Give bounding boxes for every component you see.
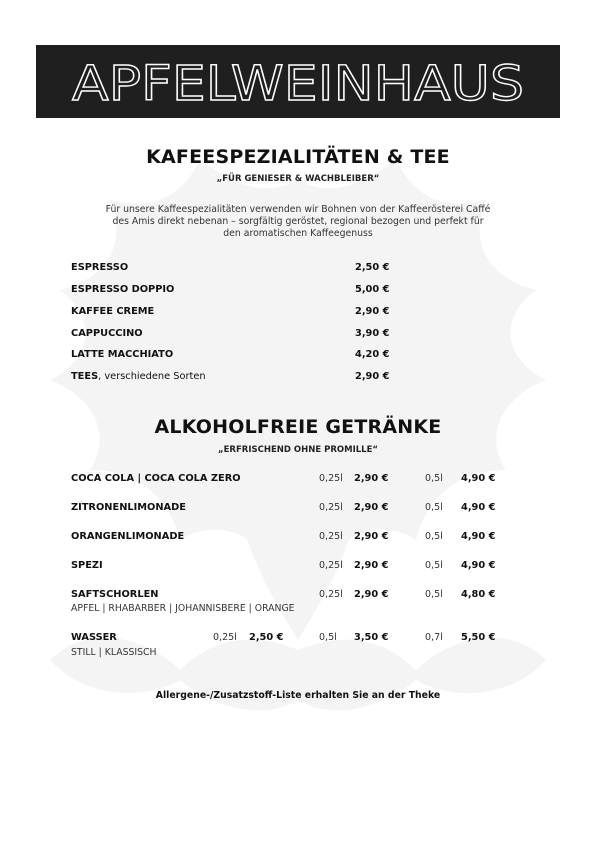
drink-size-large: 0,5l — [425, 531, 443, 542]
coffee-section-subtitle: „FÜR GENIESER & WACHBLEIBER“ — [216, 174, 380, 184]
drink-name: ORANGENLIMONADE — [71, 531, 185, 542]
drink-price-small: 2,90 € — [354, 560, 389, 571]
drink-size-medium: 0,5l — [319, 632, 337, 643]
drink-name: WASSER — [71, 632, 117, 643]
menu-item-name: ESPRESSO DOPPIO — [71, 284, 175, 295]
drink-price-medium: 3,50 € — [354, 632, 389, 643]
menu-item-name-main: TEES — [71, 371, 99, 382]
drink-price-large: 5,50 € — [461, 632, 496, 643]
drink-variants: APFEL | RHABARBER | JOHANNISBERE | ORANGE — [71, 603, 295, 614]
drink-price-large: 4,80 € — [461, 589, 496, 600]
allergen-note: Allergene-/Zusatzstoff-Liste erhalten Sie an der Theke — [155, 690, 441, 701]
drink-variants: STILL | KLASSISCH — [71, 647, 157, 658]
header-bar — [36, 45, 560, 118]
drink-size-small: 0,25l — [319, 531, 343, 542]
drink-size-large: 0,5l — [425, 502, 443, 513]
menu-item-price: 2,50 € — [355, 262, 390, 273]
menu-item-name: LATTE MACCHIATO — [71, 349, 174, 360]
drink-size-large: 0,5l — [425, 473, 443, 484]
drink-price-small: 2,90 € — [354, 473, 389, 484]
drink-size-small: 0,25l — [319, 560, 343, 571]
menu-item-price: 2,90 € — [355, 371, 390, 382]
drink-size-large: 0,7l — [425, 632, 443, 643]
menu-item-name-suffix: , verschiedene Sorten — [98, 371, 206, 382]
drink-name: SAFTSCHORLEN — [71, 589, 159, 600]
menu-item-name: CAPPUCCINO — [71, 328, 143, 339]
drink-price-large: 4,90 € — [461, 560, 496, 571]
drink-price-small: 2,50 € — [249, 632, 284, 643]
drink-size-large: 0,5l — [425, 560, 443, 571]
brand-name: APFELWEINHAUS — [72, 56, 524, 112]
intro-line: Für unsere Kaffeespezialitäten verwenden wir Bohnen von der Kaffeerösterei Caffé — [105, 204, 491, 215]
softdrinks-section-subtitle: „ERFRISCHEND OHNE PROMILLE“ — [218, 445, 378, 455]
drink-name: ZITRONENLIMONADE — [71, 502, 186, 513]
drink-name: COCA COLA | COCA COLA ZERO — [71, 473, 241, 484]
drink-size-small: 0,25l — [213, 632, 237, 643]
softdrinks-section-title: ALKOHOLFREIE GETRÄNKE — [154, 416, 442, 438]
menu-item-price: 2,90 € — [355, 306, 390, 317]
menu-item-name — [71, 371, 206, 382]
menu-item-price: 5,00 € — [355, 284, 390, 295]
menu-item-name: ESPRESSO — [71, 262, 129, 273]
menu-item-name: KAFFEE CREME — [71, 306, 155, 317]
drink-size-small: 0,25l — [319, 589, 343, 600]
brand-logo — [36, 45, 560, 118]
drink-name: SPEZI — [71, 560, 103, 571]
intro-line: des Amis direkt nebenan – sorgfältig geröstet, regional bezogen und perfekt für — [112, 216, 484, 227]
menu-item-price: 3,90 € — [355, 328, 390, 339]
drink-size-small: 0,25l — [319, 502, 343, 513]
drink-price-small: 2,90 € — [354, 589, 389, 600]
drink-price-large: 4,90 € — [461, 473, 496, 484]
coffee-section-title: KAFEESPEZIALITÄTEN & TEE — [146, 146, 450, 168]
drink-size-small: 0,25l — [319, 473, 343, 484]
drink-price-small: 2,90 € — [354, 502, 389, 513]
intro-line: den aromatischen Kaffeegenuss — [223, 228, 373, 239]
drink-price-large: 4,90 € — [461, 502, 496, 513]
coffee-intro — [70, 204, 526, 240]
drink-size-large: 0,5l — [425, 589, 443, 600]
drink-price-small: 2,90 € — [354, 531, 389, 542]
drink-price-large: 4,90 € — [461, 531, 496, 542]
menu-item-price: 4,20 € — [355, 349, 390, 360]
